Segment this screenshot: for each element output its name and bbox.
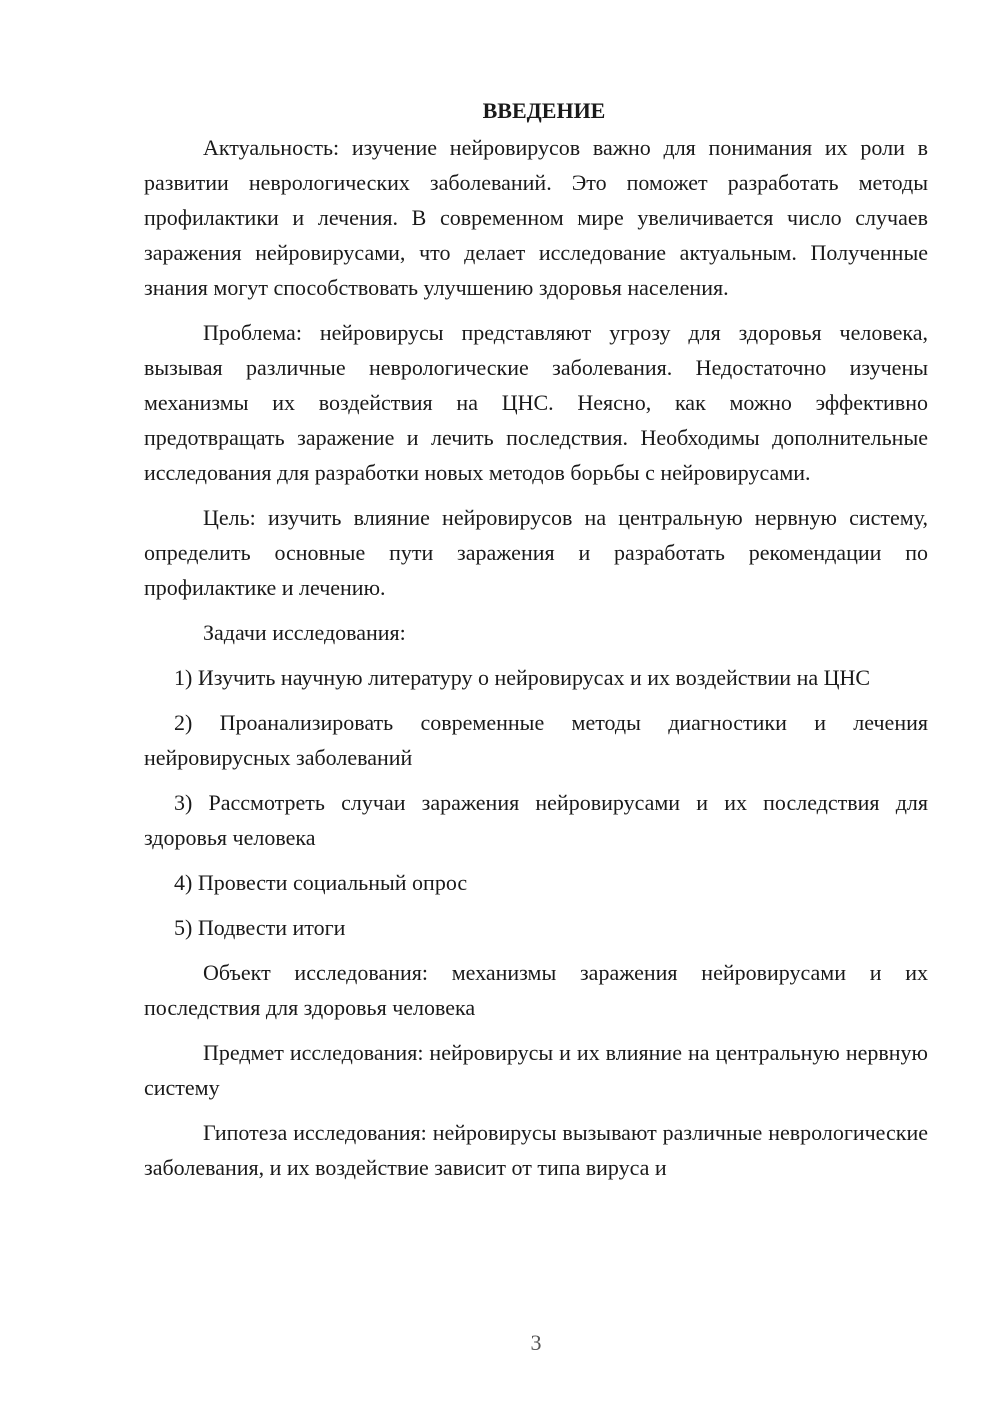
problem-paragraph: Проблема: нейровирусы представляют угрозу для здоровья человека, вызывая различные неврологические заболевания. Недостаточно изучены механизмы их воздействия на ЦНС. Неясно, как можно эффективно предотвращать заражение и лечить последствия. Необходимы дополнительные исследования для разработки новых методов борьбы с нейровирусами.: [144, 320, 928, 485]
goal-paragraph: Цель: изучить влияние нейровирусов на центральную нервную систему, определить основные пути заражения и разработать рекомендации по профилактике и лечению.: [144, 505, 928, 600]
tasks-heading: Задачи исследования:: [203, 620, 406, 645]
page-number: 3: [530, 1330, 542, 1355]
task-item: 2) Проанализировать современные методы диагностики и лечения нейровирусных заболеваний: [144, 710, 928, 770]
section-title: ВВЕДЕНИЕ: [482, 98, 606, 123]
hypothesis-paragraph: Гипотеза исследования: нейровирусы вызывают различные неврологические заболевания, и их воздействие зависит от типа вируса и: [144, 1120, 928, 1180]
task-item: 4) Провести социальный опрос: [174, 870, 468, 895]
relevance-paragraph: Актуальность: изучение нейровирусов важно для понимания их роли в развитии неврологических заболеваний. Это поможет разработать методы профилактики и лечения. В современном мире увеличивается число случаев заражения нейровирусами, что делает исследование актуальным. Полученные знания могут способствовать улучшению здоровья населения.: [144, 135, 928, 300]
object-paragraph: Объект исследования: механизмы заражения нейровирусами и их последствия для здоровья человека: [144, 960, 928, 1020]
subject-paragraph: Предмет исследования: нейровирусы и их влияние на центральную нервную систему: [144, 1040, 928, 1100]
task-item: 3) Рассмотреть случаи заражения нейровирусами и их последствия для здоровья человека: [144, 790, 928, 850]
task-item: 5) Подвести итоги: [174, 915, 346, 940]
task-item: 1) Изучить научную литературу о нейровирусах и их воздействии на ЦНС: [174, 665, 871, 690]
document-page: [144, 93, 928, 1185]
